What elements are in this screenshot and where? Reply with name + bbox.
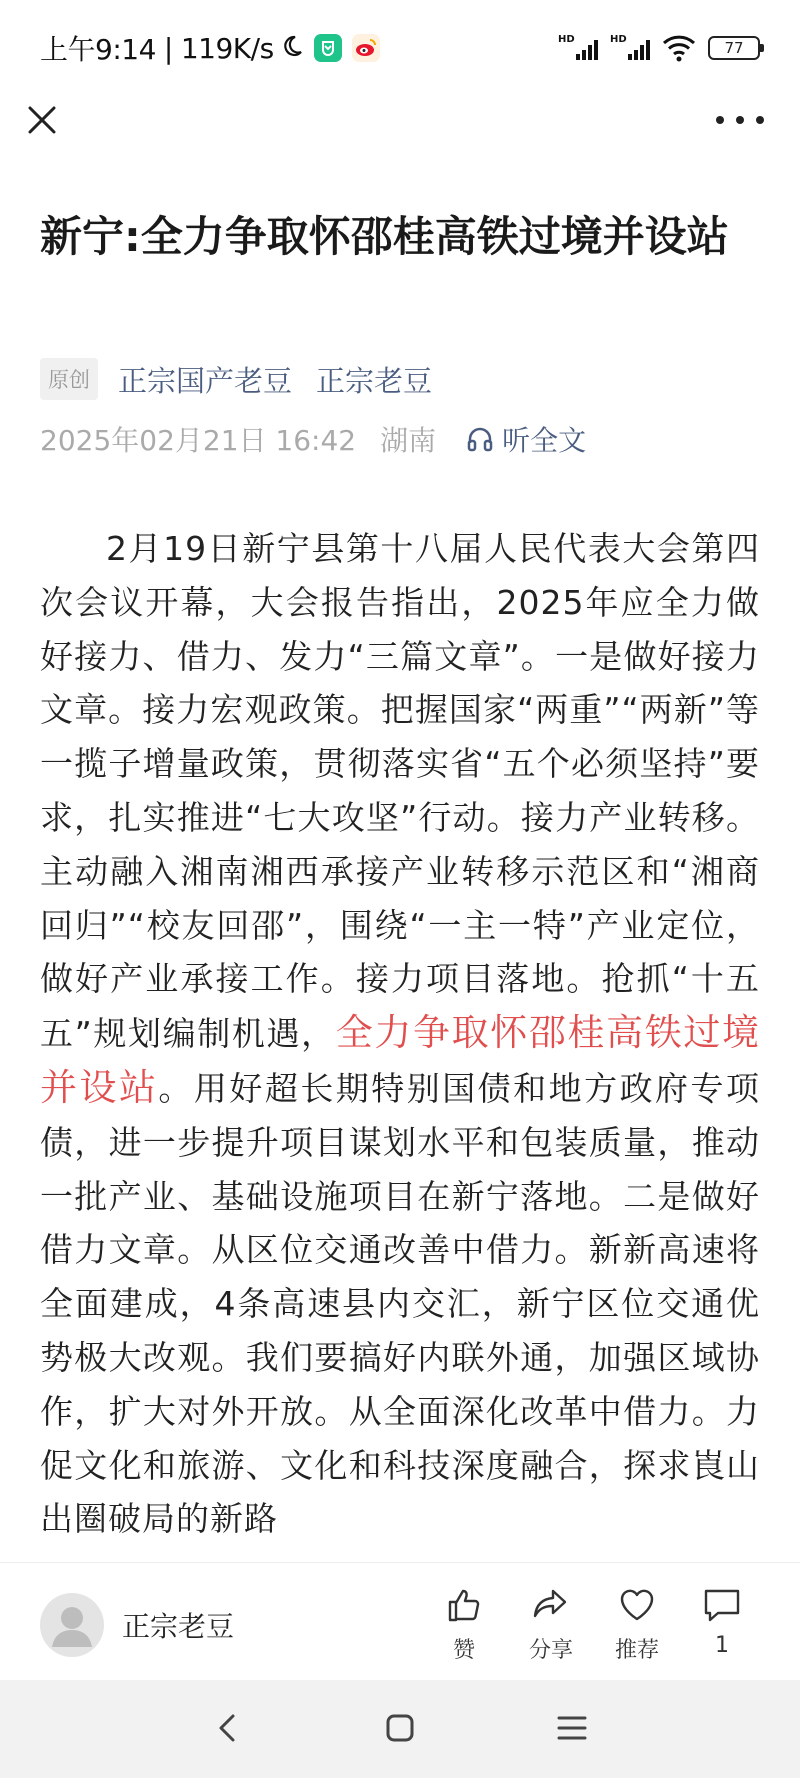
- share-button[interactable]: [511, 1585, 591, 1664]
- back-icon: [206, 1706, 250, 1750]
- wifi-icon: [662, 34, 696, 62]
- comment-count: 1: [715, 1633, 729, 1658]
- headphones-icon: [466, 425, 494, 453]
- share-icon: [531, 1585, 571, 1625]
- share-label: 分享: [528, 1638, 573, 1663]
- author-link[interactable]: 正宗老豆: [316, 363, 433, 398]
- recommend-label: 推荐: [614, 1638, 659, 1663]
- bottom-action-bar: [0, 1562, 800, 1680]
- status-time: 上午9:14: [40, 33, 156, 66]
- original-badge: 原创: [40, 358, 98, 400]
- more-dot-icon: [716, 116, 724, 124]
- recommend-button[interactable]: [597, 1585, 677, 1664]
- listen-label: 听全文: [502, 424, 587, 457]
- recents-button[interactable]: [550, 1706, 594, 1750]
- close-icon: [22, 100, 62, 140]
- article-title: 新宁:全力争取怀邵桂高铁过境并设站: [40, 212, 729, 261]
- date-row: [40, 418, 586, 460]
- article-meta: [40, 358, 456, 400]
- heart-icon: [617, 1585, 657, 1625]
- battery-level: 77: [724, 39, 744, 57]
- back-button[interactable]: [206, 1706, 250, 1750]
- more-dot-icon: [736, 116, 744, 124]
- close-button[interactable]: [22, 100, 62, 140]
- body-text: 2月19日新宁县第十八届人民代表大会第四次会议开幕，大会报告指出，2025年应全力做好接力、借力、发力“三篇文章”。一是做好接力文章。接力宏观政策。把握国家“两重”“两新”等一揽子增量政策，贯彻落实省“五个必须坚持”要求，扎实推进“七大攻坚”行动。接力产业转移。主动融入湘南湘西承接产业转移示范区和“湘商回归”“校友回邵”，围绕“一主一特”产业定位，做好产业承接工作。接力项目落地。抢抓“十五五”规划编制机遇，: [40, 529, 760, 1054]
- signal-icon: [610, 34, 650, 62]
- body-text: 。用好超长期特别国债和地方政府专项债，进一步提升项目谋划水平和包装质量，推动一批产业、基础设施项目在新宁落地。二是做好借力文章。从区位交通改善中借力。新新高速将全面建成，4条高速县内交汇，新宁区位交通优势极大改观。我们要搞好内联外通，加强区域协作，扩大对外开放。从全面深化改革中借力。力促文化和旅游、文化和科技深度融合，探求崀山出圈破局的新路: [40, 1068, 760, 1539]
- more-options-button[interactable]: [716, 100, 764, 140]
- battery-icon: [708, 36, 760, 60]
- publish-location: 湖南: [380, 424, 437, 457]
- comment-icon: [701, 1585, 743, 1625]
- status-right: [558, 30, 760, 66]
- comment-button[interactable]: [682, 1585, 762, 1658]
- hd-label: HD: [610, 34, 627, 45]
- listen-button[interactable]: [466, 419, 586, 459]
- hd-label: HD: [558, 34, 575, 45]
- source-link[interactable]: 正宗国产老豆: [118, 363, 293, 398]
- moon-icon: [280, 32, 304, 65]
- bottom-author-name[interactable]: 正宗老豆: [122, 1610, 235, 1643]
- status-left: [40, 28, 380, 68]
- weibo-icon: [352, 34, 380, 62]
- status-network-speed: 119K/s: [180, 31, 274, 65]
- menu-icon: [550, 1706, 594, 1750]
- home-button[interactable]: [378, 1706, 422, 1750]
- status-separator: |: [163, 31, 173, 65]
- article-body: [40, 522, 760, 1562]
- top-nav: [0, 92, 800, 148]
- thumbs-up-icon: [444, 1585, 484, 1625]
- status-bar: [0, 0, 800, 92]
- like-button[interactable]: [424, 1585, 504, 1664]
- avatar[interactable]: [40, 1593, 104, 1657]
- home-icon: [378, 1706, 422, 1750]
- signal-icon: [558, 34, 598, 62]
- system-nav-bar: [0, 1680, 800, 1778]
- like-label: 赞: [452, 1638, 475, 1663]
- body-highlight: 全力争取怀邵桂高铁过境并设站: [40, 1011, 760, 1109]
- user-avatar-icon: [40, 1593, 104, 1657]
- app-notification-icon: [314, 34, 342, 62]
- publish-date: 2025年02月21日 16:42: [40, 424, 357, 457]
- more-dot-icon: [756, 116, 764, 124]
